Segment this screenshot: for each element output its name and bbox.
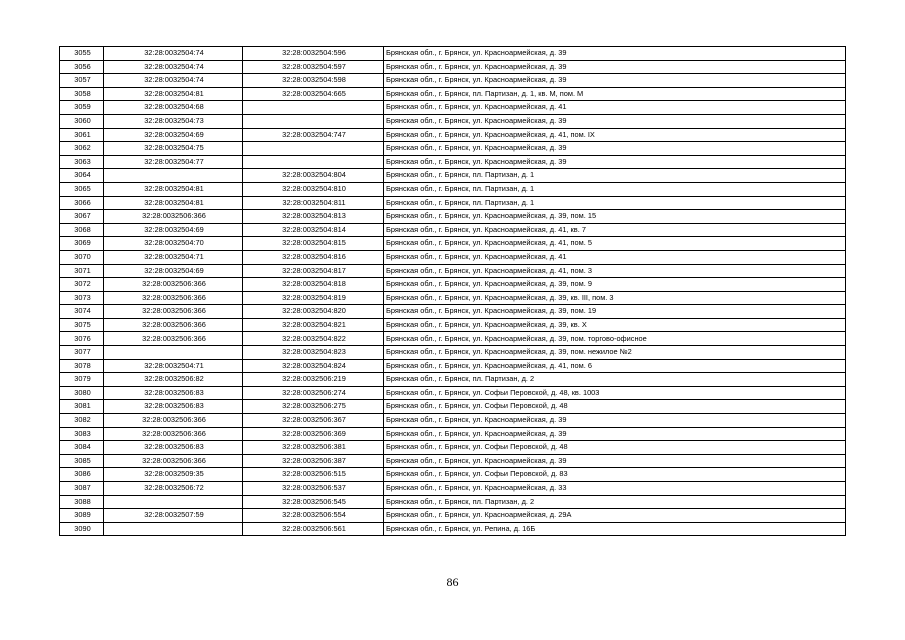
row-number-cell: 3086 [60,468,104,482]
address-cell: Брянская обл., г. Брянск, ул. Красноармейская, д. 29А [384,509,846,523]
row-number-cell: 3085 [60,454,104,468]
address-cell: Брянская обл., г. Брянск, ул. Красноармейская, д. 39 [384,74,846,88]
address-cell: Брянская обл., г. Брянск, ул. Красноармейская, д. 39 [384,414,846,428]
table-row [60,482,846,496]
land-plot-cadastral-number-cell: 32:28:0032504:81 [104,182,243,196]
land-plot-cadastral-number-cell: 32:28:0032506:366 [104,291,243,305]
address-cell: Брянская обл., г. Брянск, ул. Красноармейская, д. 39 [384,427,846,441]
address-cell: Брянская обл., г. Брянск, ул. Красноармейская, д. 39 [384,114,846,128]
row-number-cell: 3062 [60,142,104,156]
address-cell: Брянская обл., г. Брянск, ул. Красноармейская, д. 41, пом. 3 [384,264,846,278]
land-plot-cadastral-number-cell: 32:28:0032506:72 [104,482,243,496]
building-cadastral-number-cell [243,155,384,169]
building-cadastral-number-cell: 32:28:0032504:810 [243,182,384,196]
row-number-cell: 3082 [60,414,104,428]
row-number-cell: 3070 [60,250,104,264]
building-cadastral-number-cell: 32:28:0032506:369 [243,427,384,441]
row-number-cell: 3061 [60,128,104,142]
table-row [60,74,846,88]
building-cadastral-number-cell [243,114,384,128]
row-number-cell: 3068 [60,223,104,237]
row-number-cell: 3072 [60,278,104,292]
address-cell: Брянская обл., г. Брянск, пл. Партизан, д. 1 [384,182,846,196]
land-plot-cadastral-number-cell: 32:28:0032506:83 [104,386,243,400]
row-number-cell: 3084 [60,441,104,455]
row-number-cell: 3075 [60,318,104,332]
row-number-cell: 3064 [60,169,104,183]
land-plot-cadastral-number-cell: 32:28:0032504:75 [104,142,243,156]
table-row [60,495,846,509]
table-row [60,155,846,169]
row-number-cell: 3078 [60,359,104,373]
address-cell: Брянская обл., г. Брянск, ул. Красноармейская, д. 39, кв. X [384,318,846,332]
table-row [60,87,846,101]
building-cadastral-number-cell: 32:28:0032504:813 [243,210,384,224]
building-cadastral-number-cell: 32:28:0032506:275 [243,400,384,414]
address-cell: Брянская обл., г. Брянск, ул. Софьи Перовской, д. 83 [384,468,846,482]
table-row [60,400,846,414]
address-cell: Брянская обл., г. Брянск, ул. Красноармейская, д. 41 [384,250,846,264]
row-number-cell: 3077 [60,346,104,360]
address-cell: Брянская обл., г. Брянск, ул. Красноармейская, д. 39 [384,47,846,61]
address-cell: Брянская обл., г. Брянск, ул. Красноармейская, д. 39, пом. 15 [384,210,846,224]
building-cadastral-number-cell: 32:28:0032506:515 [243,468,384,482]
page-number: 86 [446,575,459,589]
land-plot-cadastral-number-cell: 32:28:0032504:69 [104,223,243,237]
building-cadastral-number-cell: 32:28:0032504:665 [243,87,384,101]
address-cell: Брянская обл., г. Брянск, ул. Красноармейская, д. 39 [384,142,846,156]
table-row [60,169,846,183]
row-number-cell: 3067 [60,210,104,224]
row-number-cell: 3066 [60,196,104,210]
land-plot-cadastral-number-cell: 32:28:0032506:366 [104,305,243,319]
row-number-cell: 3058 [60,87,104,101]
building-cadastral-number-cell: 32:28:0032504:811 [243,196,384,210]
land-plot-cadastral-number-cell: 32:28:0032504:71 [104,250,243,264]
table-row [60,101,846,115]
land-plot-cadastral-number-cell: 32:28:0032506:366 [104,454,243,468]
land-plot-cadastral-number-cell: 32:28:0032509:35 [104,468,243,482]
table-row [60,346,846,360]
building-cadastral-number-cell: 32:28:0032504:747 [243,128,384,142]
row-number-cell: 3063 [60,155,104,169]
building-cadastral-number-cell: 32:28:0032504:819 [243,291,384,305]
table-row [60,47,846,61]
table-row [60,250,846,264]
address-cell: Брянская обл., г. Брянск, пл. Партизан, д. 1 [384,196,846,210]
registry-table-body [60,47,846,536]
land-plot-cadastral-number-cell [104,495,243,509]
address-cell: Брянская обл., г. Брянск, ул. Красноармейская, д. 39, пом. 9 [384,278,846,292]
table-row [60,305,846,319]
row-number-cell: 3081 [60,400,104,414]
row-number-cell: 3071 [60,264,104,278]
table-row [60,332,846,346]
address-cell: Брянская обл., г. Брянск, ул. Красноармейская, д. 39, пом. нежилое №2 [384,346,846,360]
table-row [60,386,846,400]
land-plot-cadastral-number-cell: 32:28:0032506:83 [104,441,243,455]
table-row [60,468,846,482]
building-cadastral-number-cell: 32:28:0032504:820 [243,305,384,319]
row-number-cell: 3090 [60,522,104,536]
row-number-cell: 3060 [60,114,104,128]
address-cell: Брянская обл., г. Брянск, пл. Партизан, д. 1, кв. М, пом. М [384,87,846,101]
row-number-cell: 3074 [60,305,104,319]
address-cell: Брянская обл., г. Брянск, ул. Софьи Перовской, д. 48 [384,441,846,455]
row-number-cell: 3087 [60,482,104,496]
table-row [60,114,846,128]
land-plot-cadastral-number-cell: 32:28:0032506:82 [104,373,243,387]
land-plot-cadastral-number-cell: 32:28:0032504:68 [104,101,243,115]
land-plot-cadastral-number-cell: 32:28:0032506:366 [104,332,243,346]
building-cadastral-number-cell: 32:28:0032504:816 [243,250,384,264]
land-plot-cadastral-number-cell [104,346,243,360]
building-cadastral-number-cell: 32:28:0032506:554 [243,509,384,523]
land-plot-cadastral-number-cell: 32:28:0032506:366 [104,414,243,428]
building-cadastral-number-cell: 32:28:0032504:817 [243,264,384,278]
building-cadastral-number-cell: 32:28:0032504:597 [243,60,384,74]
land-plot-cadastral-number-cell: 32:28:0032504:73 [104,114,243,128]
table-row [60,318,846,332]
building-cadastral-number-cell: 32:28:0032504:823 [243,346,384,360]
row-number-cell: 3076 [60,332,104,346]
address-cell: Брянская обл., г. Брянск, ул. Софьи Перовской, д. 48 [384,400,846,414]
address-cell: Брянская обл., г. Брянск, ул. Красноармейская, д. 39, пом. 19 [384,305,846,319]
building-cadastral-number-cell: 32:28:0032506:274 [243,386,384,400]
table-row [60,359,846,373]
building-cadastral-number-cell: 32:28:0032504:596 [243,47,384,61]
building-cadastral-number-cell: 32:28:0032504:815 [243,237,384,251]
address-cell: Брянская обл., г. Брянск, ул. Софьи Перовской, д. 48, кв. 1003 [384,386,846,400]
land-plot-cadastral-number-cell: 32:28:0032504:74 [104,47,243,61]
table-row [60,522,846,536]
building-cadastral-number-cell: 32:28:0032504:804 [243,169,384,183]
building-cadastral-number-cell: 32:28:0032506:387 [243,454,384,468]
building-cadastral-number-cell: 32:28:0032504:818 [243,278,384,292]
building-cadastral-number-cell: 32:28:0032506:561 [243,522,384,536]
land-plot-cadastral-number-cell: 32:28:0032504:81 [104,87,243,101]
row-number-cell: 3056 [60,60,104,74]
land-plot-cadastral-number-cell: 32:28:0032504:74 [104,74,243,88]
building-cadastral-number-cell [243,142,384,156]
row-number-cell: 3073 [60,291,104,305]
building-cadastral-number-cell [243,101,384,115]
building-cadastral-number-cell: 32:28:0032504:814 [243,223,384,237]
address-cell: Брянская обл., г. Брянск, ул. Красноармейская, д. 39, кв. III, пом. 3 [384,291,846,305]
building-cadastral-number-cell: 32:28:0032506:367 [243,414,384,428]
row-number-cell: 3079 [60,373,104,387]
land-plot-cadastral-number-cell [104,522,243,536]
building-cadastral-number-cell: 32:28:0032504:598 [243,74,384,88]
address-cell: Брянская обл., г. Брянск, ул. Красноармейская, д. 41 [384,101,846,115]
land-plot-cadastral-number-cell: 32:28:0032506:366 [104,210,243,224]
address-cell: Брянская обл., г. Брянск, ул. Красноармейская, д. 41, кв. 7 [384,223,846,237]
row-number-cell: 3080 [60,386,104,400]
row-number-cell: 3069 [60,237,104,251]
address-cell: Брянская обл., г. Брянск, ул. Репина, д. 16Б [384,522,846,536]
address-cell: Брянская обл., г. Брянск, ул. Красноармейская, д. 41, пом. 6 [384,359,846,373]
address-cell: Брянская обл., г. Брянск, пл. Партизан, д. 2 [384,373,846,387]
table-row [60,60,846,74]
land-plot-cadastral-number-cell: 32:28:0032504:70 [104,237,243,251]
land-plot-cadastral-number-cell: 32:28:0032504:77 [104,155,243,169]
address-cell: Брянская обл., г. Брянск, пл. Партизан, д. 1 [384,169,846,183]
address-cell: Брянская обл., г. Брянск, ул. Красноармейская, д. 39 [384,60,846,74]
address-cell: Брянская обл., г. Брянск, ул. Красноармейская, д. 39, пом. торгово-офисное [384,332,846,346]
table-row [60,182,846,196]
table-row [60,237,846,251]
row-number-cell: 3083 [60,427,104,441]
building-cadastral-number-cell: 32:28:0032504:822 [243,332,384,346]
row-number-cell: 3065 [60,182,104,196]
row-number-cell: 3088 [60,495,104,509]
table-row [60,128,846,142]
building-cadastral-number-cell: 32:28:0032506:381 [243,441,384,455]
table-row [60,210,846,224]
land-plot-cadastral-number-cell: 32:28:0032504:69 [104,264,243,278]
table-row [60,264,846,278]
table-row [60,373,846,387]
row-number-cell: 3055 [60,47,104,61]
land-plot-cadastral-number-cell: 32:28:0032504:69 [104,128,243,142]
building-cadastral-number-cell: 32:28:0032506:219 [243,373,384,387]
table-row [60,223,846,237]
table-row [60,427,846,441]
address-cell: Брянская обл., г. Брянск, ул. Красноармейская, д. 39 [384,454,846,468]
cadastral-registry-table [59,46,846,536]
address-cell: Брянская обл., г. Брянск, ул. Красноармейская, д. 41, пом. 5 [384,237,846,251]
table-row [60,196,846,210]
row-number-cell: 3057 [60,74,104,88]
address-cell: Брянская обл., г. Брянск, ул. Красноармейская, д. 39 [384,155,846,169]
table-row [60,509,846,523]
table-row [60,441,846,455]
table-row [60,142,846,156]
table-row [60,454,846,468]
land-plot-cadastral-number-cell: 32:28:0032504:74 [104,60,243,74]
land-plot-cadastral-number-cell: 32:28:0032506:83 [104,400,243,414]
table-row [60,291,846,305]
land-plot-cadastral-number-cell: 32:28:0032507:59 [104,509,243,523]
row-number-cell: 3089 [60,509,104,523]
row-number-cell: 3059 [60,101,104,115]
land-plot-cadastral-number-cell: 32:28:0032504:81 [104,196,243,210]
land-plot-cadastral-number-cell: 32:28:0032506:366 [104,427,243,441]
address-cell: Брянская обл., г. Брянск, ул. Красноармейская, д. 41, пом. IX [384,128,846,142]
land-plot-cadastral-number-cell: 32:28:0032506:366 [104,318,243,332]
land-plot-cadastral-number-cell [104,169,243,183]
address-cell: Брянская обл., г. Брянск, пл. Партизан, д. 2 [384,495,846,509]
table-row [60,414,846,428]
building-cadastral-number-cell: 32:28:0032504:824 [243,359,384,373]
building-cadastral-number-cell: 32:28:0032506:545 [243,495,384,509]
building-cadastral-number-cell: 32:28:0032504:821 [243,318,384,332]
address-cell: Брянская обл., г. Брянск, ул. Красноармейская, д. 33 [384,482,846,496]
building-cadastral-number-cell: 32:28:0032506:537 [243,482,384,496]
table-row [60,278,846,292]
land-plot-cadastral-number-cell: 32:28:0032506:366 [104,278,243,292]
land-plot-cadastral-number-cell: 32:28:0032504:71 [104,359,243,373]
